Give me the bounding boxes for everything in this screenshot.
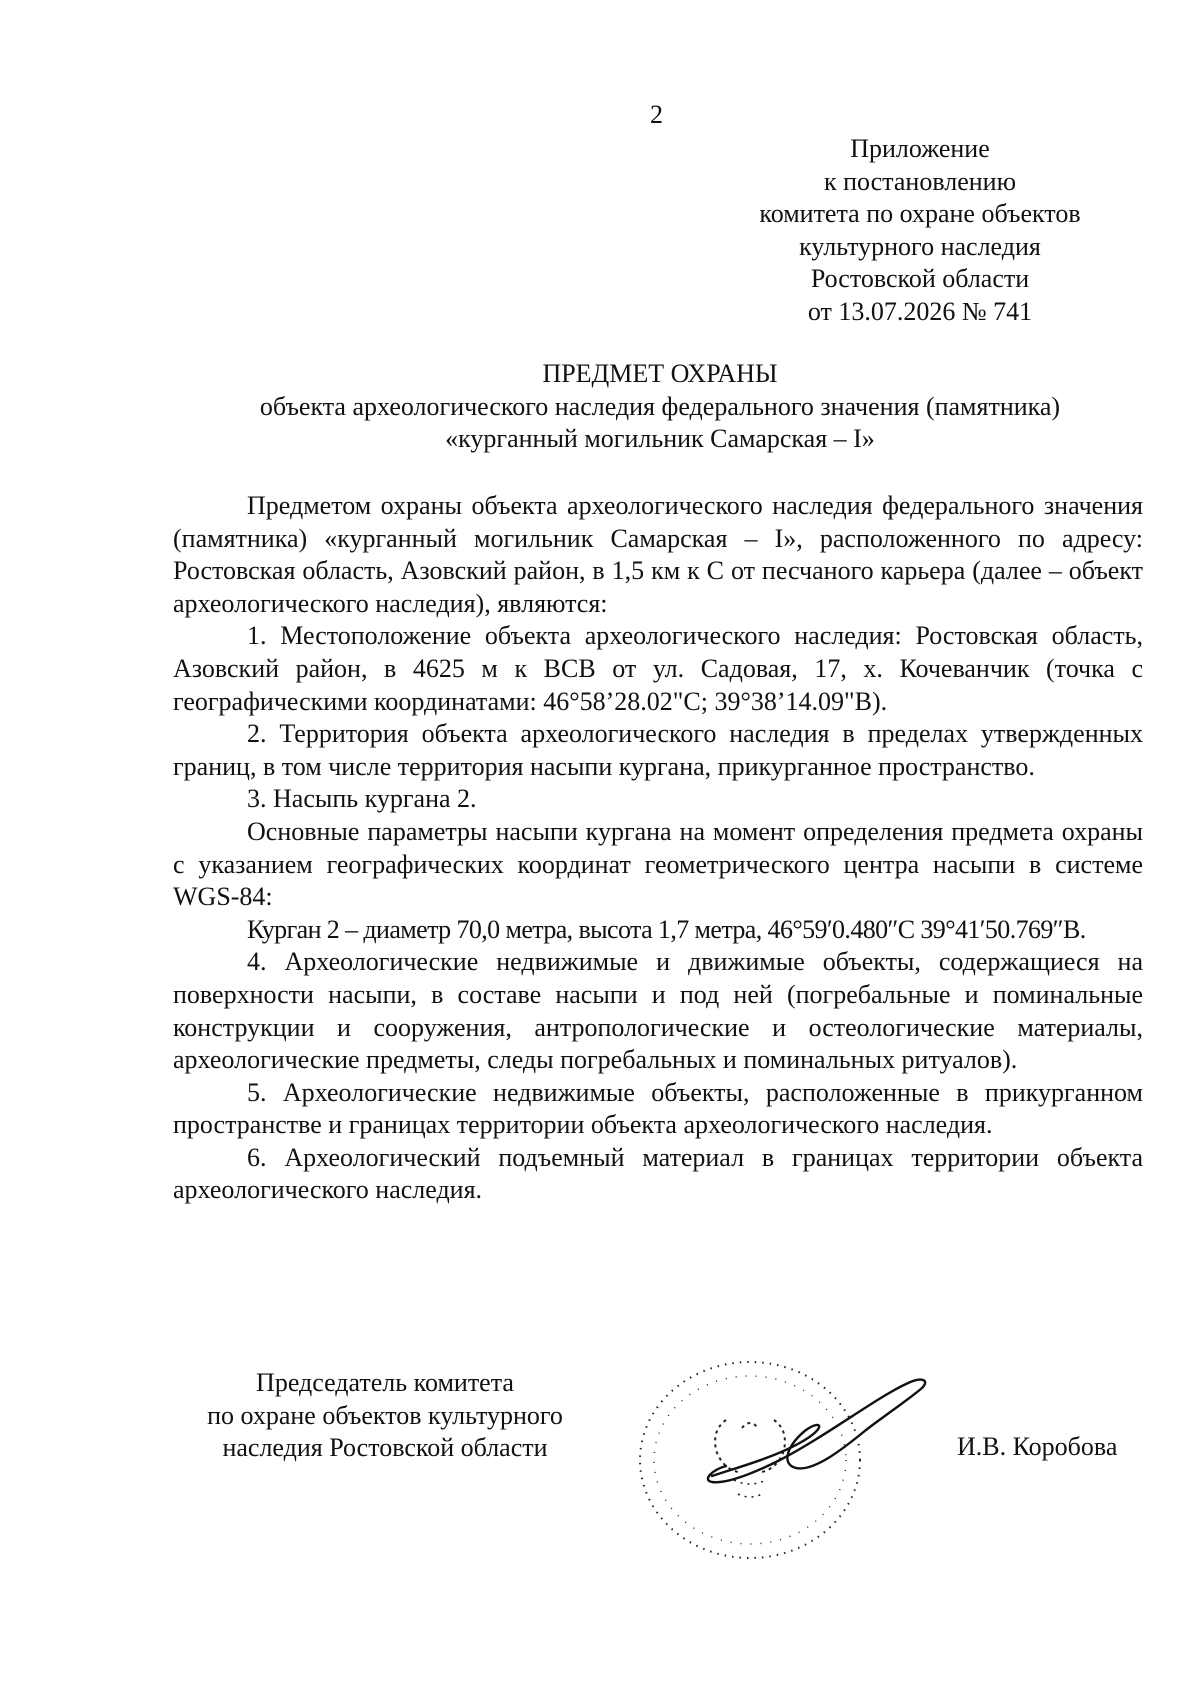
body-paragraph: 3. Насыпь кургана 2. bbox=[247, 784, 477, 814]
official-seal-with-signature bbox=[630, 1340, 950, 1560]
appendix-line: культурного наследия bbox=[799, 231, 1041, 261]
appendix-date-line: от 13.07.2026 № 741 bbox=[807, 296, 1033, 326]
page-number: 2 bbox=[650, 100, 663, 129]
body-paragraph: 4. Археологические недвижимые и движимые объекты, содержащиеся на поверхности насыпи, в составе насыпи и под ней (погребальные и поминальные конструкции и сооружения, антропологические и остеологические материалы, археологические предметы, следы погребальных и поминальных ритуалов). bbox=[173, 947, 1143, 1075]
signer-title-line: по охране объектов культурного bbox=[207, 1400, 563, 1430]
body-paragraph: 2. Территория объекта археологического наследия в пределах утвержденных границ, в том числе территория насыпи кургана, прикурганное пространство. bbox=[173, 719, 1143, 781]
kurgan-parameters: Курган 2 – диаметр 70,0 метра, высота 1,7 метра, 46°59′0.480″С 39°41′50.769″В. bbox=[247, 914, 1086, 944]
document-subtitle: объекта археологического наследия федерального значения (памятника) bbox=[259, 391, 1061, 421]
document-heading bbox=[160, 358, 1160, 456]
signer-title-line: Председатель комитета bbox=[256, 1368, 514, 1397]
appendix-block bbox=[740, 133, 1100, 328]
document-subtitle: «курганный могильник Самарская – I» bbox=[445, 424, 875, 453]
body-paragraph: 1. Местоположение объекта археологического наследия: Ростовская область, Азовский район, в 4625 м к ВСВ от ул. Садовая, 17, х. Кочеванчик (точка с географическими координатами: 46°58’28.02"С; 39°38’14.09"В). bbox=[173, 621, 1143, 716]
signer-title bbox=[170, 1367, 600, 1465]
body-paragraph: 5. Археологические недвижимые объекты, расположенные в прикурганном пространстве и границах территории объекта археологического наследия. bbox=[173, 1077, 1143, 1140]
signer-name: И.В. Коробова bbox=[957, 1432, 1118, 1461]
body-paragraph: 6. Археологический подъемный материал в границах территории объекта археологического наследия. bbox=[173, 1142, 1143, 1205]
appendix-line: к постановлению bbox=[823, 166, 1017, 196]
document-body bbox=[173, 490, 1143, 1207]
signature-scribble bbox=[708, 1380, 925, 1483]
appendix-line: Приложение bbox=[850, 134, 990, 163]
appendix-line: комитета по охране объектов bbox=[759, 199, 1081, 228]
appendix-line: Ростовской области bbox=[810, 264, 1030, 293]
signer-title-line: наследия Ростовской области bbox=[222, 1433, 548, 1462]
body-paragraph: Предметом охраны объекта археологического наследия федерального значения (памятника) «курганный могильник Самарская – I», расположенного по адресу: Ростовская область, Азовский район, в 1,5 км к С от песчаного карьера (далее – объект археологического наследия), являются: bbox=[173, 491, 1143, 618]
document-title: ПРЕДМЕТ ОХРАНЫ bbox=[542, 359, 778, 388]
body-paragraph: Основные параметры насыпи кургана на момент определения предмета охраны с указанием географических координат геометрического центра насыпи в системе WGS-84: bbox=[173, 816, 1143, 912]
